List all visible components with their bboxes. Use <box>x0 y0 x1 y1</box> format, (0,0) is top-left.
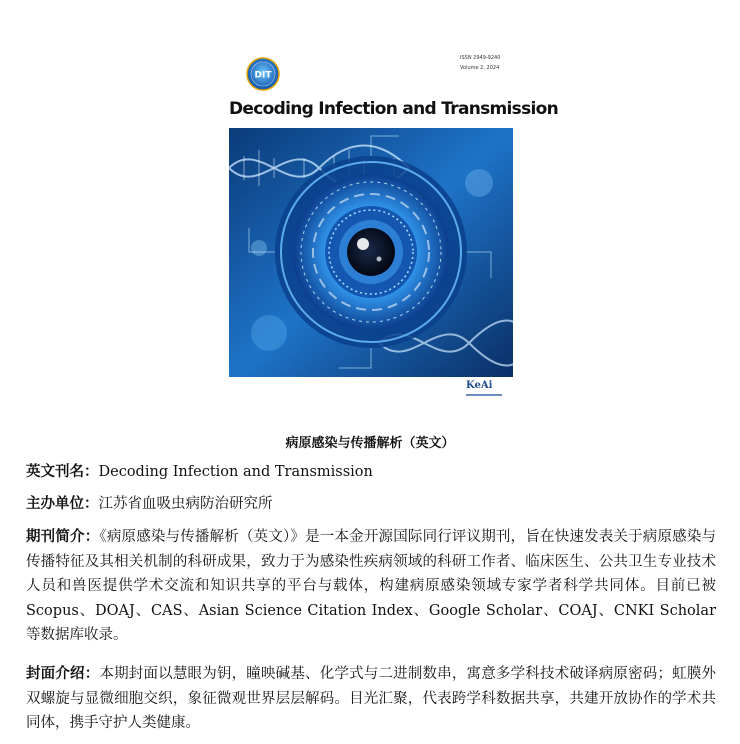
cover-eye-illustration <box>229 128 513 377</box>
field-cover-intro <box>26 662 716 736</box>
cover-volume: Volume 2, 2024 <box>460 65 500 71</box>
journal-logo-text: DIT <box>254 70 272 81</box>
journal-logo-icon <box>246 57 280 91</box>
cover-caption: 病原感染与传播解析（英文） <box>285 436 455 451</box>
field-sponsor <box>26 492 716 517</box>
field-text: 江苏省血吸虫病防治研究所 <box>98 496 273 512</box>
field-label: 封面介绍： <box>26 665 100 682</box>
field-text: 本期封面以慧眼为钥，瞳映碱基、化学式与二进制数串，寓意多学科技术破译病原密码；虹膜外双螺旋与显微细胞交织，象征微观世界层层解码。目光汇聚，代表跨学科数据共享，共建开放协作的学术共同体，携手守护人类健康。 <box>26 666 717 731</box>
field-label: 主办单位： <box>26 495 99 512</box>
field-journal-intro <box>26 525 716 648</box>
journal-cover <box>229 43 559 406</box>
field-text: 《病原感染与传播解析（英文）》是一本金开源国际同行评议期刊，旨在快速发表关于病原感染与传播特征及其相关机制的科研成果，致力于为感染性疾病领域的科研工作者、临床医生、公共卫生专业技术人员和兽医提供学术交流和知识共享的平台与载体，构建病原感染领域专家学者科学共同体。目前已被 Scopus、DOAJ、CAS、Asian Science Citation Index、Google Scholar、COAJ、CNKI Scholar 等数据库收录。 <box>26 529 716 643</box>
cover-header <box>229 43 559 127</box>
field-text: Decoding Infection and Transmission <box>98 464 373 480</box>
field-label: 英文刊名： <box>26 463 99 480</box>
cover-footer <box>229 377 513 406</box>
cover-title: Decoding Infection and Transmission <box>229 99 559 119</box>
cover-issn: ISSN 2949-9240 <box>460 55 501 61</box>
publisher-logo-underline <box>466 394 502 396</box>
field-label: 期刊简介： <box>26 528 100 545</box>
publisher-logo: KeAi <box>466 380 493 391</box>
field-english-title <box>26 460 716 485</box>
